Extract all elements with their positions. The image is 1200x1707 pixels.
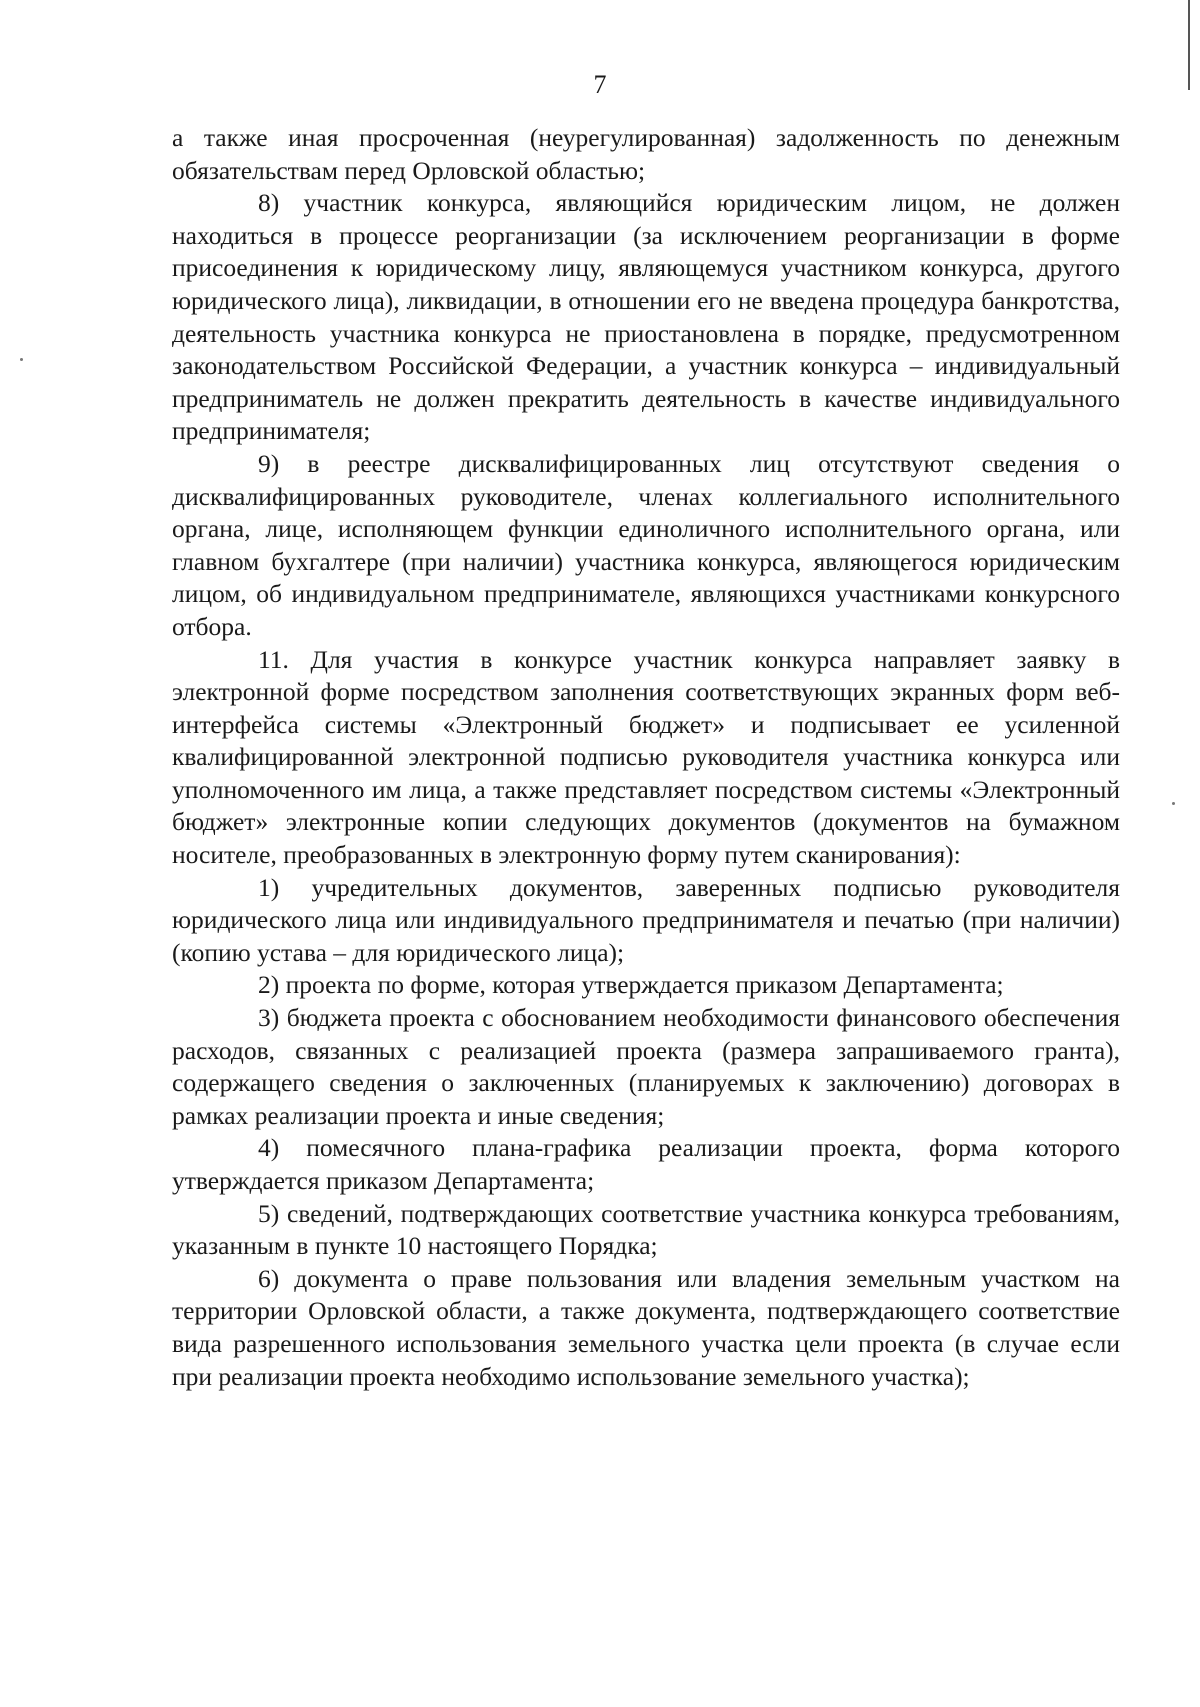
scan-speck <box>20 358 23 361</box>
paragraph-doc-item-6: 6) документа о праве пользования или владения земельным участком на территории Орловской области, а также документа, подтверждающего соответствие вида разрешенного использования земельного участка цели проекта (в случае если при реализации проекта необходимо использование земельного участка); <box>172 1263 1120 1391</box>
paragraph-continuation: а также иная просроченная (неурегулированная) задолженность по денежным обязательствам перед Орловской областью; <box>172 123 1120 185</box>
paragraph-doc-item-4: 4) помесячного плана-графика реализации проекта, форма которого утверждается приказом Департамента; <box>172 1133 1120 1195</box>
paragraph-item-9: 9) в реестре дисквалифицированных лиц отсутствуют сведения о дисквалифицированных руководителе, членах коллегиального исполнительного органа, лице, исполняющем функции единоличного исполнительного органа, или главном бухгалтере (при наличии) участника конкурса, являющегося юридическим лицом, об индивидуальном предпринимателе, являющихся участниками конкурсного отбора. <box>172 448 1120 641</box>
paragraph-doc-item-5: 5) сведений, подтверждающих соответствие участника конкурса требованиям, указанным в пункте 10 настоящего Порядка; <box>172 1198 1120 1261</box>
paragraph-clause-11: 11. Для участия в конкурсе участник конкурса направляет заявку в электронной форме посредством заполнения соответствующих экранных форм веб-интерфейса системы «Электронный бюджет» и подписывает ее усиленной квалифицированной электронной подписью руководителя участника конкурса или уполномоченного им лица, а также представляет посредством системы «Электронный бюджет» электронные копии следующих документов (документов на бумажном носителе, преобразованных в электронную форму путем сканирования): <box>172 644 1120 870</box>
scan-speck <box>1172 802 1175 805</box>
paragraph-doc-item-3: 3) бюджета проекта с обоснованием необходимости финансового обеспечения расходов, связанных с реализацией проекта (размера запрашиваемого гранта), содержащего сведения о заключенных (планируемых к заключению) договорах в рамках реализации проекта и иные сведения; <box>172 1003 1120 1130</box>
paragraph-doc-item-2: 2) проекта по форме, которая утверждается приказом Департамента; <box>258 970 1004 1000</box>
document-body <box>172 122 1120 1393</box>
paragraph-item-8: 8) участник конкурса, являющийся юридическим лицом, не должен находиться в процессе реорганизации (за исключением реорганизации в форме присоединения к юридическому лицу, являющемуся участником конкурса, другого юридического лица), ликвидации, в отношении его не введена процедура банкротства, деятельность участника конкурса не приостановлена в порядке, предусмотренном законодательством Российской Федерации, а участник конкурса – индивидуальный предприниматель не должен прекратить деятельность в качестве индивидуального предпринимателя; <box>172 188 1120 446</box>
paragraph-doc-item-1: 1) учредительных документов, заверенных подписью руководителя юридического лица или индивидуального предпринимателя и печатью (при наличии) (копию устава – для юридического лица); <box>172 872 1120 967</box>
page-number: 7 <box>593 70 607 99</box>
